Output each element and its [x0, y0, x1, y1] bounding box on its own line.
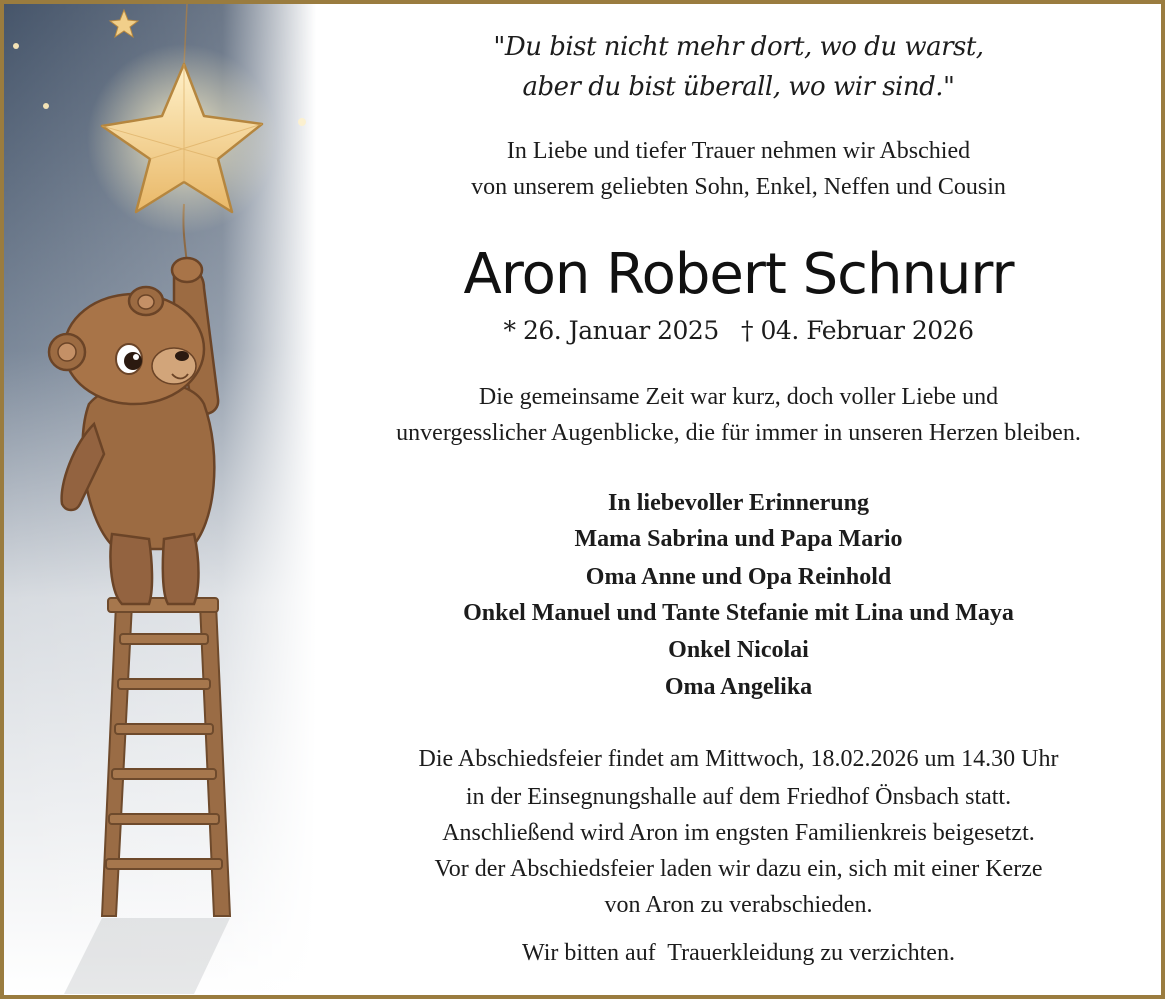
deceased-name: Aron Robert Schnurr: [463, 242, 1014, 307]
notice-text: [316, 4, 1161, 995]
intro-line-2: von unserem geliebten Sohn, Enkel, Neffen und Cousin: [471, 174, 1006, 200]
quote-line-1: "Du bist nicht mehr dort, wo du warst,: [493, 32, 984, 62]
family-line-5: Onkel Nicolai: [668, 637, 809, 663]
family-line-1: In liebevoller Erinnerung: [608, 490, 869, 516]
closing-note: Wir bitten auf Trauerkleidung zu verzichten.: [522, 940, 955, 966]
ceremony-line-2: in der Einsegnungshalle auf dem Friedhof Önsbach statt.: [465, 784, 1012, 810]
message-line-1: Die gemeinsame Zeit war kurz, doch voller Liebe und: [478, 384, 999, 410]
family-line-6: Oma Angelika: [664, 674, 813, 700]
ceremony-line-5: von Aron zu verabschieden.: [604, 892, 873, 918]
family-line-2: Mama Sabrina und Papa Mario: [574, 526, 903, 552]
sparkle-icon: [43, 103, 49, 109]
family-line-4: Onkel Manuel und Tante Stefanie mit Lina und Maya: [463, 600, 1014, 626]
ceremony-line-1: Die Abschiedsfeier findet am Mittwoch, 18.02.2026 um 14.30 Uhr: [418, 746, 1059, 772]
ceremony-line-4: Vor der Abschiedsfeier laden wir dazu ein, sich mit einer Kerze: [434, 856, 1043, 882]
bear-ladder-illustration: [4, 4, 316, 995]
intro-line-1: In Liebe und tiefer Trauer nehmen wir Abschied: [506, 138, 971, 164]
message-line-2: unvergesslicher Augenblicke, die für immer in unseren Herzen bleiben.: [396, 420, 1081, 446]
quote-line-2: aber du bist überall, wo wir sind.": [522, 72, 955, 102]
ceremony-line-3: Anschließend wird Aron im engsten Familienkreis beigesetzt.: [442, 820, 1035, 846]
sparkle-icon: [13, 43, 19, 49]
family-line-3: Oma Anne und Opa Reinhold: [585, 564, 892, 590]
life-dates: * 26. Januar 2025 † 04. Februar 2026: [503, 316, 974, 345]
sparkle-icon: [298, 118, 306, 126]
